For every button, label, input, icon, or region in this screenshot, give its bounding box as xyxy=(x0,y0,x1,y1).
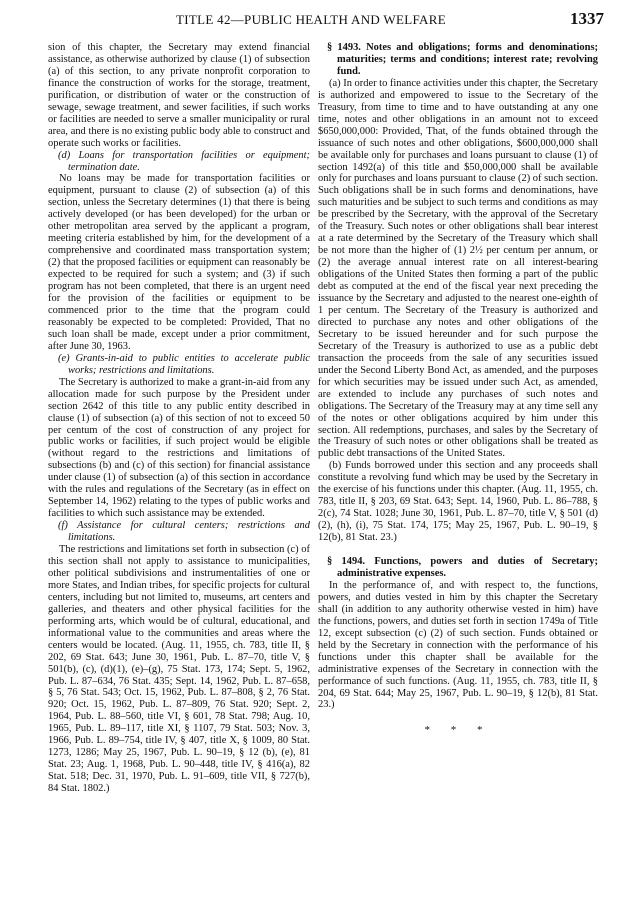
left-column xyxy=(48,42,310,795)
section-break-stars: * * * xyxy=(424,724,492,737)
section-1493-heading: § 1493. Notes and obligations; forms and denominations; maturities; terms and conditions; interest rate; revolving fund. xyxy=(327,42,598,77)
section-1494-text: In the performance of, and with respect to, the functions, powers, and duties vested in him by this chapter the Secretary shall (in addition to any authority otherwise vested in him) have the functions, powers, and duties set forth in section 1749a of Title 12, except subsection (c) (2) of such section. Funds obtained or held by the Secretary in connection with the performance of his functions under this chapter shall be available for the administrative expenses of the Secretary in connection with the performance of such functions. (Aug. 11, 1955, ch. 783, title II, § 204, 69 Stat. 644; May 25, 1967, Pub. L. 90–19, § 12(b), 81 Stat. 23.) xyxy=(318,579,598,711)
paragraph-continued: sion of this chapter, the Secretary may extend financial assistance, as otherwise authorized by clause (1) of subsection (a) of this section, to any private nonprofit corporation to finance the construction of works for the storage, treatment, purification, or distribution of water or the construction of sewage, sewage treatment, and sewer facilities, if such works or facilities are needed to serve a smaller municipality or rural area, and there is no existing public body able to construct and operate such works or facilities. xyxy=(48,42,310,149)
section-spacer xyxy=(318,544,598,556)
header-title: TITLE 42—PUBLIC HEALTH AND WELFARE xyxy=(176,12,446,27)
section-1493-a: (a) In order to finance activities under this chapter, the Secretary is authorized and empowered to issue to the Secretary of the Treasury, from time to time and to have outstanding at any one time, notes and other obligations in an amount not to exceed $650,000,000: Provided, That, of the funds obtained through the issuance of such notes and other obligations, $600,000,000 shall be available only for purchases and loans pursuant to clause (1) of section 1492(a) of this title and $50,000,000 shall be available only for purchases and loans pursuant to clause (2) of such section. Such obligations shall be in such forms and denominations, have such maturities and be subject to such terms and conditions as may be prescribed by the Secretary, with the approval of the Secretary of the Treasury. Such notes or other obligations shall bear interest at a rate determined by the Secretary of the Treasury which shall be not more than the higher of (1) 2½ per centum per annum, or (2) the average annual interest rate on all interest-bearing obligations of the United States then forming a part of the public debt as computed at the end of the fiscal year next preceding the issuance by the Secretary and adjusted to the nearest one-eighth of 1 per centum. The Secretary of the Treasury is authorized and directed to purchase any notes and other obligations of the Secretary to be issued hereunder and for such purpose the Secretary of the Treasury is authorized to use as a public debt transaction the proceeds from the sale of any securities issued under the Second Liberty Bond Act, as amended, and the purposes for which securities may be issued under such Act, as amended, are extended to include any purchases of such notes and obligations. The Secretary of the Treasury may at any time sell any of the notes or other obligations acquired by him under this section. All redemptions, purchases, and sales by the Secretary of the Treasury of such notes or other obligations shall be treated as public debt transactions of the United States. xyxy=(318,77,598,460)
subsection-d-text: No loans may be made for transportation facilities or equipment, pursuant to clause (2) of subsection (a) of this section, unless the Secretary determines (1) that there is being actively developed (or has been developed) for the urban or other metropolitan area served by the applicant a program, meeting criteria established by him, for the development of a comprehensive and coordinated mass transportation system; (2) that the proposed facilities or equipment can reasonably be expected to be required for such a system; and (3) if such program has not been completed, that there is an urgent need for the provision of the facilities or equipment to be commenced prior to the time that the program could reasonably be expected to be completed: Provided, That no such loan shall be made, except under a prior commitment, after June 30, 1963. xyxy=(48,173,310,352)
section-1493-b: (b) Funds borrowed under this section and any proceeds shall constitute a revolving fund which may be used by the Secretary in the exercise of his functions under this chapter. (Aug. 11, 1955, ch. 783, title II, § 203, 69 Stat. 643; Sept. 14, 1960, Pub. L. 86–788, § 2(c), 74 Stat. 1028; June 30, 1961, Pub. L. 87–70, title V, § 501 (d) (2), (h), (i), 75 Stat. 174, 175; May 25, 1967, Pub. L. 90–19, § 12(b), 81 Stat. 23.) xyxy=(318,460,598,544)
subsection-f-heading: (f) Assistance for cultural centers; restrictions and limitations. xyxy=(58,520,310,544)
page-number: 1337 xyxy=(570,9,604,28)
right-column xyxy=(318,42,598,737)
subsection-e-text: The Secretary is authorized to make a grant-in-aid from any allocation made for such purpose by the President under section 2642 of this title to any public entity described in clause (1) of subsection (a) of this section of not to exceed 50 per centum of the cost of construction of any project for public works or facilities, if such project would be eligible (without regard to the restrictions and limitations of subsections (b) and (c) of this section) for financial assistance under clause (1) of subsection (a) of this section in accordance with the rules and regulations of the Secretary (as in effect on September 14, 1962) relating to the types of public works and facilities to which such assistance may be extended. xyxy=(48,376,310,520)
section-1494-heading: § 1494. Functions, powers and duties of Secretary; administrative expenses. xyxy=(327,556,598,579)
subsection-e-heading: (e) Grants-in-aid to public entities to accelerate public works; restrictions and limitations. xyxy=(58,352,310,376)
running-header xyxy=(48,9,604,29)
subsection-f-text: The restrictions and limitations set forth in subsection (c) of this section shall not apply to assistance to municipalities, other political subdivisions and instrumentalities of one or more States, and Indian tribes, for specific projects for cultural centers, including but not limited to, museums, art centers and galleries, and theaters and other physical facilities for the performing arts, which would be of cultural, educational, and informational value to the communities and areas where the centers would be located. (Aug. 11, 1955, ch. 783, title II, § 202, 69 Stat. 643; June 30, 1961, Pub. L. 87–70, title V, § 501(b), (c), (d)(1), (e)–(g), 75 Stat. 173, 174; Sept. 5, 1962, Pub. L. 87–634, 76 Stat. 435; Sept. 14, 1962, Pub. L. 87–658, § 5, 76 Stat. 543; Oct. 15, 1962, Pub. L. 87–808, § 2, 76 Stat. 920; Oct. 15, 1962, Pub. L. 87–809, 76 Stat. 920; Sept. 2, 1964, Pub. L. 88–560, title VI, § 601, 78 Stat. 798; Aug. 10, 1965, Pub. L. 89–117, title XI, § 1107, 79 Stat. 503; Nov. 3, 1966, Pub. L. 89–754, title IV, § 407, title X, § 1009, 80 Stat. 1273, 1286; May 25, 1967, Pub. L. 90–19, § 12 (b), (e), 81 Stat. 23; Aug. 1, 1968, Pub. L. 90–448, title IV, § 416(a), 82 Stat. 518; Dec. 31, 1970, Pub. L. 91–609, title VII, § 727(b), 84 Stat. 1802.) xyxy=(48,544,310,795)
subsection-d-heading: (d) Loans for transportation facilities or equipment; termination date. xyxy=(58,149,310,173)
